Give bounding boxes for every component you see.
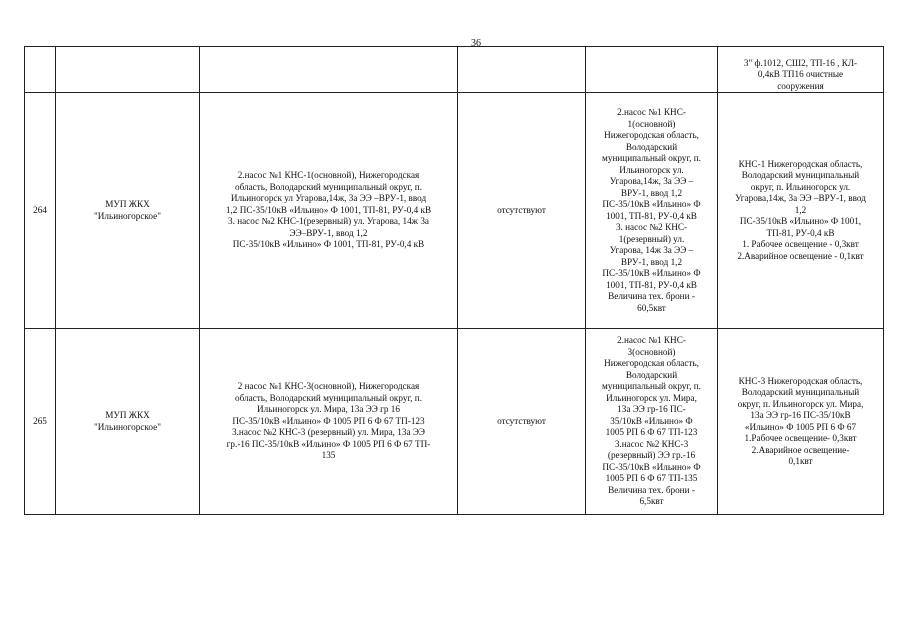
text-line: ПС-35/10кВ «Ильино» Ф [602,461,701,472]
cell-status: отсутствуют [458,93,586,329]
text-line: Величина тех. брони - [608,291,695,301]
cell-status [458,47,586,93]
text-line: Володарский [625,141,678,152]
text-line: ПС-35/10кВ «Ильино» Ф 1005 РП 6 Ф 67 ТП-123 [232,415,425,426]
text-line: 3. насос №2 КНС-1(резервный) ул. Угарова, 14ж 3а [228,216,429,227]
text-line: 2.насос №1 КНС- [617,335,686,346]
text-line: 13а ЭЭ гр-16 ПС- [617,404,686,415]
cell-desc [200,329,458,515]
cell-org [56,329,200,515]
page-number: 36 [471,38,481,49]
text-line: КНС-3 Нижегородская область, [738,375,863,386]
text-line: 135 [321,450,336,461]
text-line: Володарский муниципальный [741,387,860,397]
text-line: 0,1квт [788,456,813,466]
text-line: 60,5квт [637,302,666,313]
cell-num: 265 [25,329,56,515]
text-line: муниципальный округ, п. [602,381,701,392]
text-line: 3. насос №2 КНС- [615,222,688,232]
text-line: 2 насос №1 КНС-3(основной), Нижегородская [237,381,420,392]
text-line: сооружения [777,80,824,91]
text-line: 13а ЭЭ гр-16 ПС-35/10кВ [750,410,851,420]
text-line: 1(основной) [627,118,676,129]
text-line: ПС-35/10кВ «Ильино» Ф 1001, ТП-81, РУ-0,4 кВ [232,239,425,250]
cell-status: отсутствуют [458,329,586,515]
text-line: 2.Аварийное освещение - 0,1квт [737,250,864,261]
text-line: 1005 РП 6 Ф 67 ТП-135 [605,473,698,484]
text-line: ТП-81, РУ-0,4 кВ [766,227,835,238]
text-line: Угарова, 14ж 3а ЭЭ – [609,245,694,255]
cell-desc [200,93,458,329]
cell-col6 [718,47,884,93]
text-line: 3.насос №2 КНС-3 (резервный) ул. Мира, 13а ЭЭ [232,427,425,438]
text-line: МУП ЖКХ [105,410,150,420]
text-line: 1.Рабочее освещение- 0,3квт [744,433,857,443]
text-line: 35/10кВ «Ильино» Ф [610,415,693,426]
text-line: 2.Аварийное освещение- [751,444,850,455]
text-line: МУП ЖКХ [105,199,150,209]
text-line: 1005 РП 6 Ф 67 ТП-123 [605,427,698,438]
text-line: 1001, ТП-81, РУ-0,4 кВ [606,279,697,290]
text-line: 1001, ТП-81, РУ-0,4 кВ [606,210,697,221]
text-line: 6,5квт [639,496,664,507]
text-line: Ильиногорск ул Угарова,14ж, 3а ЭЭ –ВРУ-1, ввод [230,193,427,204]
table-row [25,329,884,515]
text-line: ВРУ-1, ввод 1,2 [620,256,683,267]
cell-org [56,47,200,93]
text-line: Нижегородская область, [604,358,699,369]
text-line: Ильиногорск ул. Мира, [606,392,697,403]
cell-col5 [586,47,718,93]
text-line: Ильиногорск ул. [619,164,684,175]
cell-col6 [718,329,884,515]
text-line: Угарова,14ж, 3а ЭЭ – [609,176,694,186]
text-line: ПС-35/10кВ «Ильино» Ф [602,268,701,278]
text-line: «Ильино» Ф 1005 РП 6 Ф 67 [744,421,857,432]
text-line: КНС-1 Нижегородская область, [738,158,863,169]
text-line: 3" ф.1012, СШ2, ТП-16 , КЛ- [743,57,858,68]
cell-col5 [586,329,718,515]
text-line: Ильиногорск ул. Мира, 13а ЭЭ гр 16 [257,404,400,415]
table-row-continuation [25,47,884,93]
text-line: 1. Рабочее освещение - 0,3квт [742,239,859,250]
text-line: 1,2 [794,204,807,215]
cell-num [25,47,56,93]
text-line: Величина тех. брони - [608,484,695,495]
text-line: область, Володарский муниципальный округ, п. [234,392,422,403]
text-line: 1,2 ПС-35/10кВ «Ильино» Ф 1001, ТП-81, РУ-0,4 кВ [225,204,432,215]
text-line: 2.насос №1 КНС-1(основной), Нижегородская [237,170,420,181]
text-line: 2.насос №1 КНС- [617,107,686,117]
text-line: (резервный) ЭЭ гр.-16 [607,450,696,461]
text-line: гр.-16 ПС-35/10кВ «Ильино» Ф 1005 РП 6 Ф 67 ТП- [226,438,431,449]
text-line: ПС-35/10кВ «Ильино» Ф 1001, [739,216,862,227]
cell-col5 [586,93,718,329]
table-row [25,93,884,329]
text-line: муниципальный округ, п. [602,153,701,163]
text-line: Володарский муниципальный [741,170,860,181]
document-table [24,46,884,515]
text-line: "Ильиногорское" [94,210,161,221]
text-line: 0,4кВ ТП16 очистные [757,69,844,79]
text-line: округ, п. Ильиногорск ул. Мира, [737,398,864,409]
text-line: ВРУ-1, ввод 1,2 [620,187,683,198]
cell-desc [200,47,458,93]
text-line: округ, п. Ильиногорск ул. [750,181,851,192]
text-line: ПС-35/10кВ «Ильино» Ф [602,199,701,209]
text-line: Володарский [625,369,678,380]
cell-col6 [718,93,884,329]
text-line: Нижегородская область, [604,130,699,140]
text-line: 3.насос №2 КНС-3 [614,438,689,449]
text-line: 1(резервный) ул. [618,233,685,244]
text-line: ЭЭ–ВРУ-1, ввод 1,2 [289,227,368,238]
cell-org [56,93,200,329]
text-line: Угарова,14ж, 3а ЭЭ –ВРУ-1, ввод [735,193,866,204]
cell-num: 264 [25,93,56,329]
text-line: 3(основной) [627,346,676,357]
text-line: "Ильиногорское" [94,421,161,432]
text-line: область, Володарский муниципальный округ, п. [234,181,422,192]
